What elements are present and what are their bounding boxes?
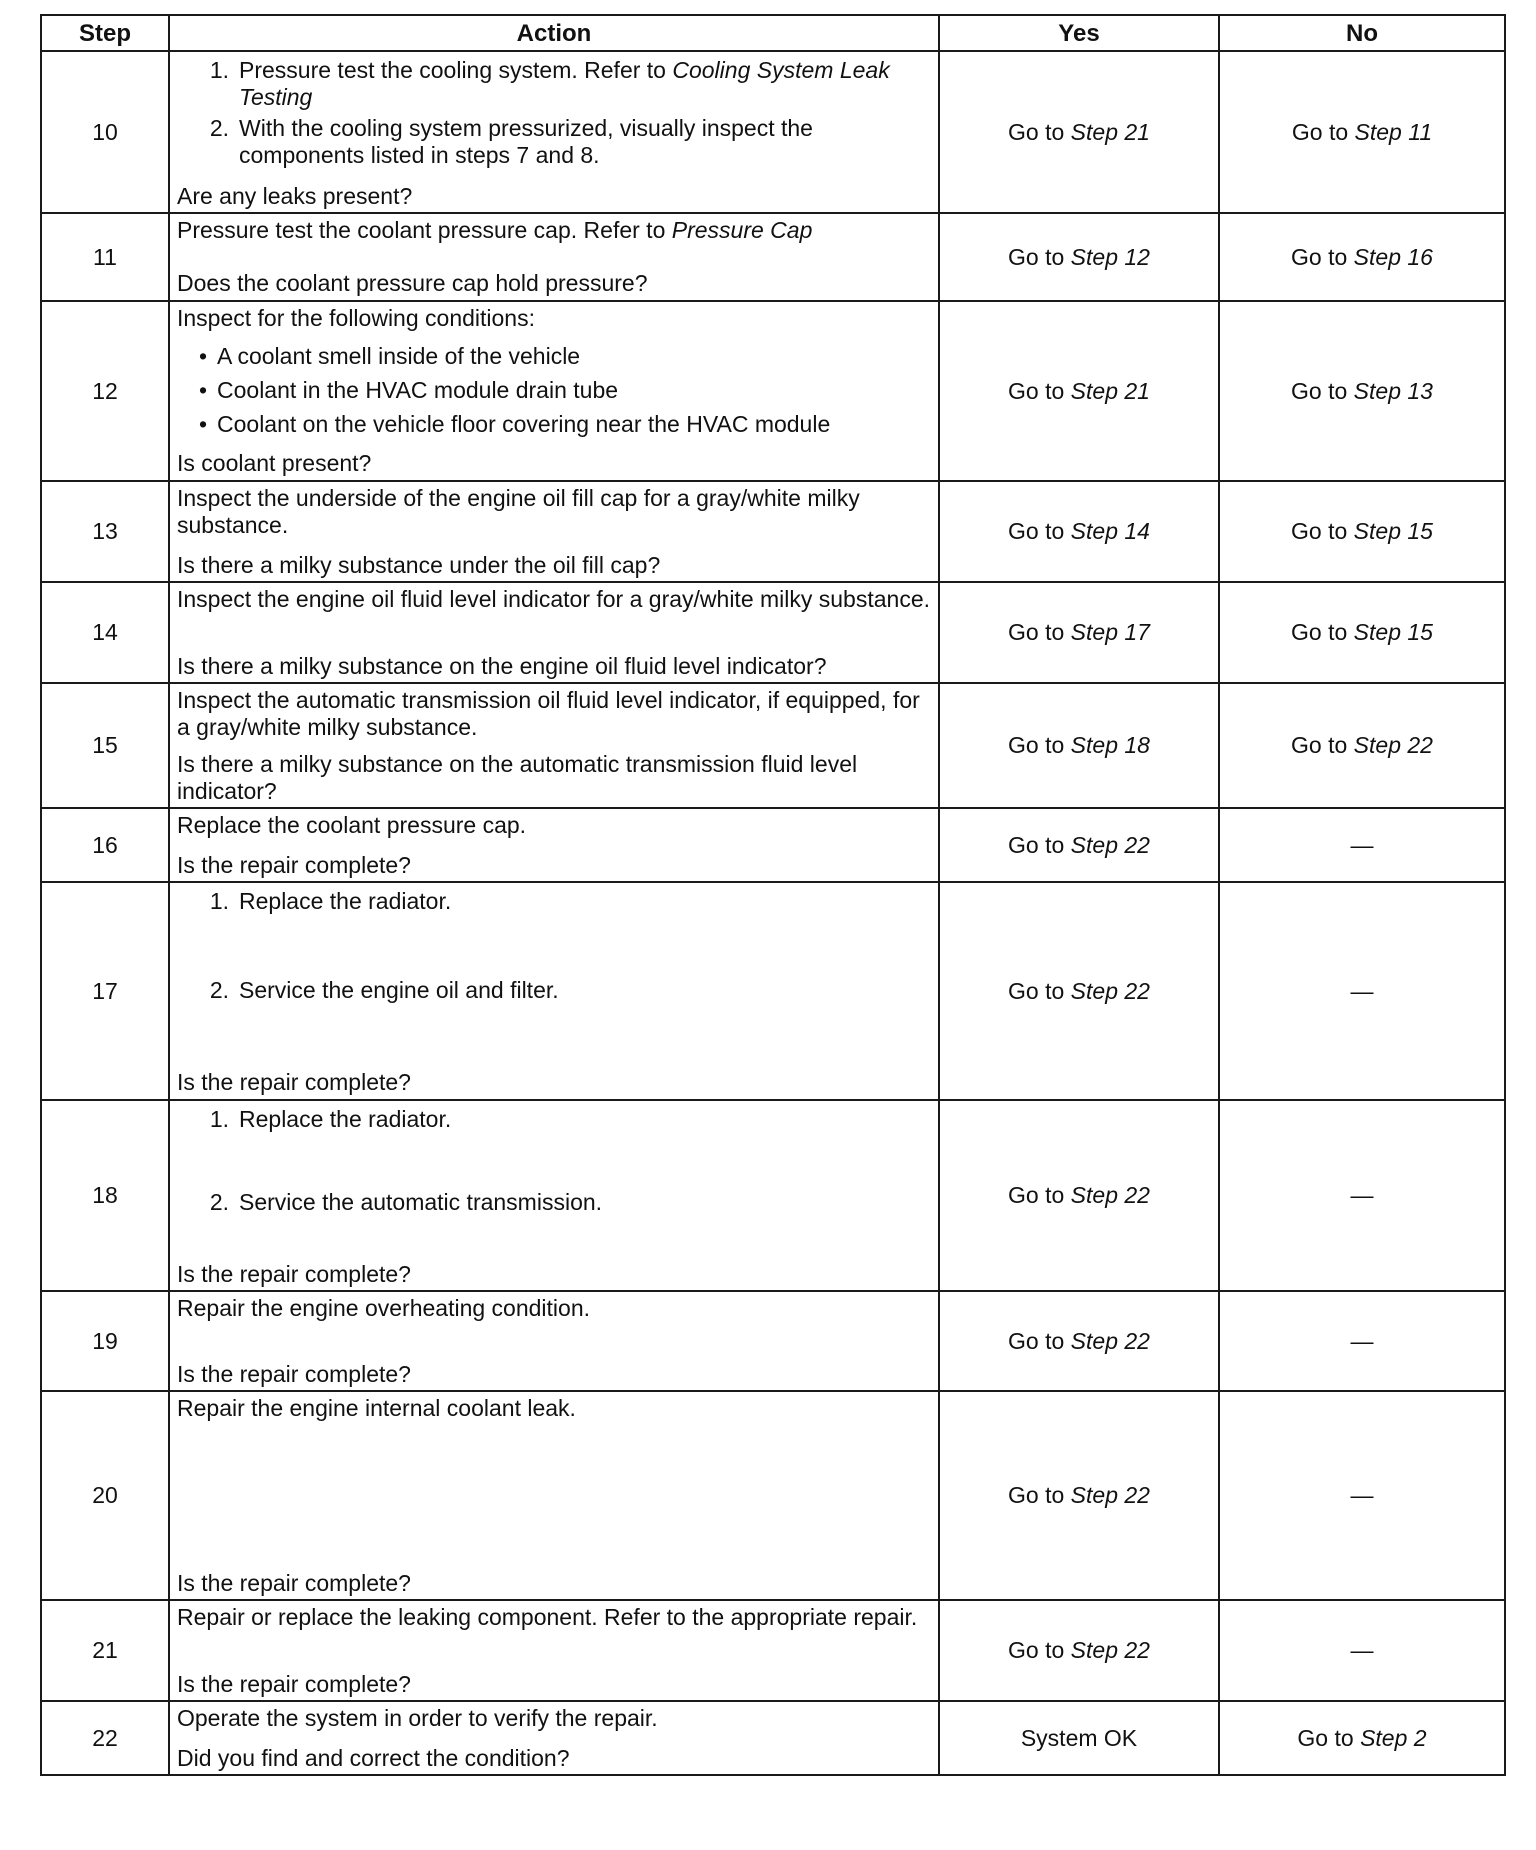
no-step-ref: Step 16: [1353, 243, 1433, 270]
table-row: [41, 582, 1505, 683]
no-dash: —: [1350, 1482, 1374, 1508]
header-no: No: [1219, 15, 1505, 51]
yes-cell: [939, 582, 1219, 683]
table-row: [41, 51, 1505, 213]
item-text: Coolant in the HVAC module drain tube: [217, 377, 619, 403]
question-text: Is the repair complete?: [177, 1569, 411, 1596]
step-number: 18: [41, 1100, 169, 1291]
list-item: [177, 343, 931, 370]
action-cell: [169, 51, 939, 213]
goto-label: Go to: [1291, 377, 1348, 404]
table-row: [41, 213, 1505, 301]
yes-step-ref: Step 22: [1070, 831, 1150, 858]
table-row: [41, 882, 1505, 1100]
yes-cell: [939, 51, 1219, 213]
question-text: Is the repair complete?: [177, 1260, 411, 1287]
goto-label: Go to: [1008, 518, 1065, 544]
step-number: 22: [41, 1701, 169, 1775]
item-number: 1.: [209, 888, 229, 914]
goto-label: Go to: [1008, 1637, 1065, 1663]
item-number: 2.: [209, 1188, 229, 1215]
list-item: [177, 1189, 931, 1216]
action-cell: [169, 1291, 939, 1391]
step-number: 11: [41, 213, 169, 301]
bullet-icon: •: [199, 343, 208, 369]
list-item: [177, 888, 931, 915]
question-text: Is coolant present?: [177, 450, 372, 476]
goto-label: Go to: [1291, 518, 1348, 544]
action-text: Operate the system in order to verify the repair.: [177, 1704, 658, 1731]
item-text: With the cooling system pressurized, visually inspect the components listed in steps 7 and 8.: [239, 114, 813, 168]
item-text: Replace the radiator.: [239, 888, 452, 914]
item-number: 2.: [209, 977, 229, 1003]
no-cell: [1219, 683, 1505, 808]
action-text: Repair the engine overheating condition.: [177, 1294, 591, 1321]
table-row: [41, 683, 1505, 808]
question-text: Is there a milky substance on the engine oil fluid level indicator?: [177, 652, 827, 679]
numbered-list: [177, 1104, 931, 1220]
item-text: Service the automatic transmission.: [239, 1188, 603, 1215]
table-row: [41, 1100, 1505, 1291]
item-text: Pressure test the cooling system. Refer to: [239, 56, 673, 83]
header-action: Action: [169, 15, 939, 51]
goto-label: Go to: [1291, 619, 1348, 645]
item-text: A coolant smell inside of the vehicle: [217, 343, 581, 369]
no-step-ref: Step 11: [1354, 118, 1433, 145]
goto-label: Go to: [1291, 118, 1349, 145]
step-number: 13: [41, 481, 169, 582]
question-text: Are any leaks present?: [177, 182, 413, 209]
action-cell: [169, 882, 939, 1100]
table-row: [41, 1600, 1505, 1701]
no-cell: [1219, 1291, 1505, 1391]
no-step-ref: Step 15: [1353, 518, 1433, 544]
yes-step-ref: Step 22: [1070, 1637, 1150, 1663]
numbered-list: [177, 55, 931, 173]
no-cell: [1219, 1100, 1505, 1291]
no-cell: [1219, 213, 1505, 301]
no-cell: [1219, 1701, 1505, 1775]
bullet-list: [177, 337, 931, 445]
goto-label: Go to: [1008, 1482, 1065, 1508]
no-cell: [1219, 1600, 1505, 1701]
yes-step-ref: Step 22: [1070, 977, 1150, 1004]
question-text: Is the repair complete?: [177, 1670, 411, 1697]
yes-cell: [939, 301, 1219, 481]
yes-cell: [939, 1600, 1219, 1701]
no-step-ref: Step 22: [1353, 732, 1433, 758]
list-item: [177, 411, 931, 438]
goto-label: Go to: [1008, 118, 1065, 145]
table-row: [41, 301, 1505, 481]
action-text: Repair the engine internal coolant leak.: [177, 1394, 576, 1421]
bullet-icon: •: [199, 411, 208, 437]
action-text: Replace the coolant pressure cap.: [177, 811, 527, 838]
yes-step-ref: Step 22: [1070, 1482, 1150, 1508]
no-cell: [1219, 808, 1505, 882]
action-cell: [169, 1701, 939, 1775]
no-cell: [1219, 1391, 1505, 1600]
question-text: Is there a milky substance under the oil fill cap?: [177, 551, 661, 578]
reference-link: Pressure Cap: [671, 217, 813, 243]
goto-label: Go to: [1008, 1182, 1065, 1208]
action-text: Inspect the automatic transmission oil fluid level indicator, if equipped, for a gray/white milky substance.: [177, 686, 920, 740]
yes-cell: [939, 1291, 1219, 1391]
action-cell: [169, 301, 939, 481]
no-step-ref: Step 13: [1353, 377, 1433, 404]
step-number: 19: [41, 1291, 169, 1391]
step-number: 10: [41, 51, 169, 213]
no-dash: —: [1350, 1327, 1374, 1354]
item-number: 2.: [209, 114, 229, 141]
action-cell: [169, 481, 939, 582]
action-text: Inspect the underside of the engine oil fill cap for a gray/white milky substance.: [177, 484, 860, 538]
no-cell: [1219, 882, 1505, 1100]
action-cell: [169, 683, 939, 808]
question-text: Is there a milky substance on the automatic transmission fluid level indicator?: [177, 750, 858, 804]
action-cell: [169, 213, 939, 301]
action-text: Inspect for the following conditions:: [177, 305, 535, 331]
system-ok-label: System OK: [1020, 1724, 1138, 1751]
step-number: 15: [41, 683, 169, 808]
item-text: Service the engine oil and filter.: [239, 977, 559, 1003]
table-row: [41, 1391, 1505, 1600]
goto-label: Go to: [1008, 377, 1065, 404]
table-row: [41, 1701, 1505, 1775]
step-number: 17: [41, 882, 169, 1100]
table-row: [41, 481, 1505, 582]
step-number: 21: [41, 1600, 169, 1701]
step-number: 14: [41, 582, 169, 683]
question-text: Is the repair complete?: [177, 1069, 411, 1095]
yes-cell: [939, 213, 1219, 301]
list-item: [177, 115, 931, 169]
action-text: Pressure test the coolant pressure cap. Refer to: [177, 217, 672, 243]
no-cell: [1219, 51, 1505, 213]
yes-cell: [939, 882, 1219, 1100]
step-number: 16: [41, 808, 169, 882]
bullet-icon: •: [199, 377, 208, 403]
yes-cell: [939, 808, 1219, 882]
no-cell: [1219, 582, 1505, 683]
yes-step-ref: Step 17: [1070, 619, 1150, 645]
numbered-list: [177, 886, 931, 1008]
yes-step-ref: Step 14: [1070, 518, 1150, 544]
table-row: [41, 1291, 1505, 1391]
yes-step-ref: Step 21: [1070, 377, 1150, 404]
header-row: [41, 15, 1505, 51]
reference-link: Cooling System Leak Testing: [239, 56, 890, 110]
no-cell: [1219, 301, 1505, 481]
yes-cell: [939, 481, 1219, 582]
item-text: Coolant on the vehicle floor covering near the HVAC module: [217, 411, 831, 437]
no-dash: —: [1350, 831, 1374, 858]
yes-step-ref: Step 21: [1070, 118, 1150, 145]
goto-label: Go to: [1008, 732, 1065, 758]
no-dash: —: [1350, 1182, 1374, 1208]
list-item: [177, 977, 931, 1004]
goto-label: Go to: [1008, 243, 1065, 270]
goto-label: Go to: [1008, 619, 1065, 645]
list-item: [177, 57, 931, 111]
action-cell: [169, 808, 939, 882]
diagnostic-table: [40, 14, 1506, 1776]
goto-label: Go to: [1297, 1724, 1354, 1751]
step-number: 12: [41, 301, 169, 481]
goto-label: Go to: [1008, 977, 1065, 1004]
action-cell: [169, 1391, 939, 1600]
no-step-ref: Step 15: [1353, 619, 1433, 645]
header-step: Step: [41, 15, 169, 51]
list-item: [177, 377, 931, 404]
question-text: Is the repair complete?: [177, 1360, 411, 1387]
step-number: 20: [41, 1391, 169, 1600]
yes-step-ref: Step 22: [1070, 1327, 1150, 1354]
list-item: [177, 1106, 931, 1133]
yes-step-ref: Step 22: [1070, 1182, 1150, 1208]
no-step-ref: Step 2: [1360, 1724, 1427, 1751]
item-number: 1.: [209, 56, 229, 83]
yes-cell: [939, 1100, 1219, 1291]
goto-label: Go to: [1291, 243, 1348, 270]
goto-label: Go to: [1291, 732, 1348, 758]
yes-cell: [939, 1701, 1219, 1775]
table-row: [41, 808, 1505, 882]
action-cell: [169, 1600, 939, 1701]
yes-step-ref: Step 18: [1070, 732, 1150, 758]
action-text: Repair or replace the leaking component. Refer to the appropriate repair.: [177, 1603, 918, 1630]
item-number: 1.: [209, 1105, 229, 1132]
yes-step-ref: Step 12: [1070, 243, 1150, 270]
yes-cell: [939, 1391, 1219, 1600]
action-text: Inspect the engine oil fluid level indicator for a gray/white milky substance.: [177, 585, 931, 612]
action-cell: [169, 582, 939, 683]
header-yes: Yes: [939, 15, 1219, 51]
goto-label: Go to: [1008, 1327, 1065, 1354]
question-text: Does the coolant pressure cap hold pressure?: [177, 270, 648, 296]
goto-label: Go to: [1008, 831, 1065, 858]
no-dash: —: [1350, 1637, 1374, 1663]
item-text: Replace the radiator.: [239, 1105, 452, 1132]
yes-cell: [939, 683, 1219, 808]
no-cell: [1219, 481, 1505, 582]
action-cell: [169, 1100, 939, 1291]
question-text: Is the repair complete?: [177, 851, 411, 878]
question-text: Did you find and correct the condition?: [177, 1744, 570, 1771]
no-dash: —: [1350, 977, 1374, 1004]
